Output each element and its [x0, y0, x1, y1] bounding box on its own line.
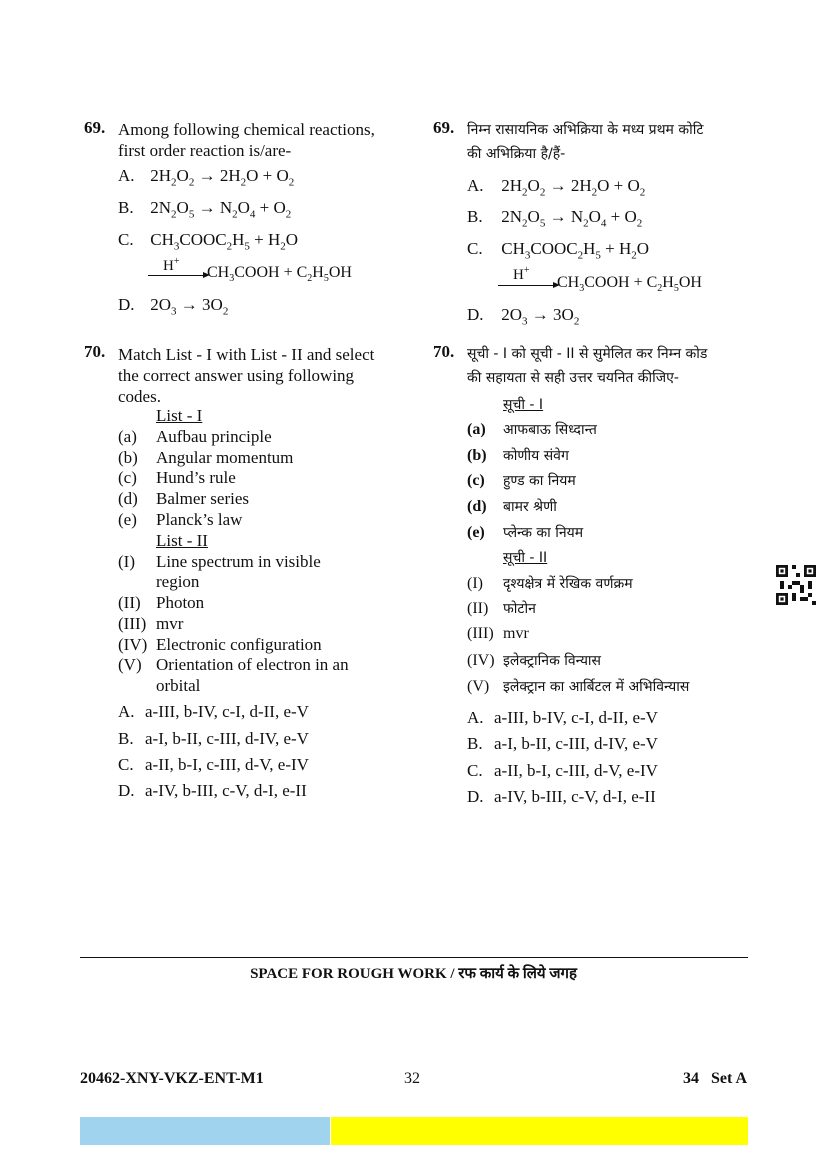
footer-bar-yellow	[331, 1117, 748, 1145]
option-a: A. a-III, b-IV, c-I, d-II, e-V	[118, 702, 309, 721]
reaction-formula: $2O_3 \to 3O_2$	[501, 305, 580, 328]
divider-line	[80, 957, 748, 958]
reaction-formula: $2H_2O_2 \to 2H_2O + O_2$	[501, 176, 646, 199]
list2-item-iii: (III) mvr	[118, 614, 184, 633]
question-number: 69.	[84, 118, 106, 137]
reaction-formula: $2H_2O_2 \to 2H_2O + O_2$	[150, 166, 295, 189]
list1-item-d: (d) बामर श्रेणी	[467, 498, 557, 515]
option-b: B. $2N_2O_5 \to N_2O_4 + O_2$	[118, 198, 292, 221]
option-d: D. $2O_3 \to 3O_2$	[467, 305, 580, 328]
reaction-formula: $2N_2O_5 \to N_2O_4 + O_2$	[150, 198, 292, 221]
list2-item-iv: (IV) इलेक्ट्रानिक विन्यास	[467, 652, 602, 669]
list2-title: List - II	[156, 531, 208, 550]
question-number: 69.	[433, 118, 455, 137]
list2-item-i: (I) दृश्यक्षेत्र में रेखिक वर्णक्रम	[467, 575, 633, 592]
catalyst-label: H+	[163, 256, 180, 274]
list1-item-e: (e) Planck’s law	[118, 510, 243, 529]
qr-code-icon	[776, 565, 816, 605]
list1-title: List - I	[156, 406, 203, 425]
list1-item-b: (b) Angular momentum	[118, 448, 294, 467]
question-text: Match List - I with List - II and select the correct answer using following codes.	[118, 345, 375, 406]
list2-item-iv: (IV) Electronic configuration	[118, 635, 322, 654]
list1-item-e: (e) प्लेन्क का नियम	[467, 524, 584, 541]
list2-title: सूची - II	[503, 550, 548, 566]
list1-item-c: (c) हुण्ड का नियम	[467, 472, 576, 489]
list1-item-c: (c) Hund’s rule	[118, 468, 236, 487]
question-text: सूची - I को सूची - II से सुमेलित कर निम्न कोड की सहायता से सही उत्तर चयनित कीजिए-	[467, 346, 708, 386]
catalyst-label: H+	[513, 265, 530, 283]
reaction-product: $CH_3COOH + C_2H_5OH$	[557, 274, 702, 295]
list1-item-b: (b) कोणीय संवेग	[467, 447, 569, 464]
question-text: निम्न रासायनिक अभिक्रिया के मध्य प्रथम कोटि की अभिक्रिया है/हैं-	[467, 122, 704, 162]
list2-item-iii: (III) mvr	[467, 625, 529, 642]
list1-item-d: (d) Balmer series	[118, 489, 249, 508]
question-text: Among following chemical reactions, first order reaction is/are-	[118, 120, 375, 160]
option-c: C. $CH_3COOC_2H_5 + H_2O$	[118, 230, 299, 253]
list2-item-ii: (II) Photon	[118, 593, 205, 612]
reaction-formula: $CH_3COOC_2H_5 + H_2O$	[150, 230, 299, 253]
list2-item-i: (I) Line spectrum in visible	[118, 552, 321, 571]
question-number: 70.	[433, 342, 455, 361]
option-a: A. $2H_2O_2 \to 2H_2O + O_2$	[118, 166, 295, 189]
option-c: C. a-II, b-I, c-III, d-V, e-IV	[118, 755, 309, 774]
list1-title: सूची - I	[503, 397, 544, 413]
option-d: D. a-IV, b-III, c-V, d-I, e-II	[118, 781, 307, 800]
reaction-formula: $CH_3COOC_2H_5 + H_2O$	[501, 239, 650, 262]
option-a: A. $2H_2O_2 \to 2H_2O + O_2$	[467, 176, 646, 199]
option-c: C. $CH_3COOC_2H_5 + H_2O$	[467, 239, 650, 262]
option-d: D. a-IV, b-III, c-V, d-I, e-II	[467, 787, 656, 806]
option-b: B. a-I, b-II, c-III, d-IV, e-V	[118, 729, 309, 748]
rough-work-label: SPACE FOR ROUGH WORK / रफ कार्य के लिये जगह	[250, 966, 577, 982]
paper-code: 20462-XNY-VKZ-ENT-M1	[80, 1070, 264, 1087]
reaction-product: $CH_3COOH + C_2H_5OH$	[207, 264, 352, 285]
reaction-formula: $2N_2O_5 \to N_2O_4 + O_2$	[501, 207, 643, 230]
list2-item-v-cont: orbital	[156, 676, 201, 695]
option-a: A. a-III, b-IV, c-I, d-II, e-V	[467, 708, 658, 727]
list2-item-v: (V) इलेक्ट्रान का आर्बिटल में अभिविन्यास	[467, 678, 690, 695]
option-b: B. $2N_2O_5 \to N_2O_4 + O_2$	[467, 207, 643, 230]
list2-item-ii: (II) फोटोन	[467, 600, 536, 617]
reaction-arrow	[148, 275, 204, 276]
option-d: D. $2O_3 \to 3O_2$	[118, 295, 229, 318]
footer-bar-blue	[80, 1117, 330, 1145]
list1-item-a: (a) Aufbau principle	[118, 427, 272, 446]
question-number: 70.	[84, 342, 106, 361]
set-label: 34 Set A	[683, 1070, 747, 1087]
option-b: B. a-I, b-II, c-III, d-IV, e-V	[467, 734, 658, 753]
reaction-formula: $2O_3 \to 3O_2$	[150, 295, 229, 318]
option-c: C. a-II, b-I, c-III, d-V, e-IV	[467, 761, 658, 780]
page-number: 32	[404, 1070, 420, 1087]
reaction-arrow	[498, 285, 554, 286]
list1-item-a: (a) आफबाऊ सिध्दान्त	[467, 421, 597, 438]
list2-item-i-cont: region	[156, 572, 200, 591]
list2-item-v: (V) Orientation of electron in an	[118, 655, 349, 674]
